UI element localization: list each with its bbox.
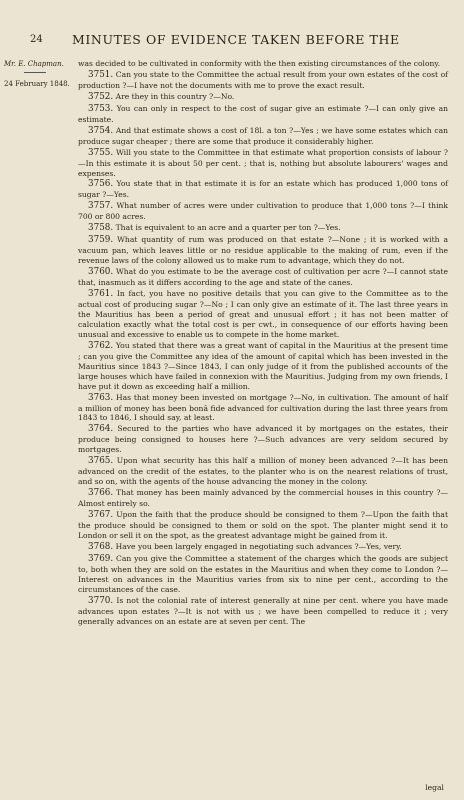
evidence-body (78, 59, 448, 627)
evidence-paragraph (78, 126, 448, 147)
question-text: And that estimate shows a cost of 18l. a ton ?—Yes ; we have some estates which can produce sugar cheaper ; there are some that produce it considerably higher. (78, 125, 449, 146)
question-text: What number of acres were under cultivation to produce that 1,000 tons ?—I think 700 or 800 acres. (78, 201, 448, 222)
question-number: 3755. (88, 147, 114, 158)
question-number: 3757. (88, 201, 114, 212)
question-number: 3752. (88, 91, 114, 102)
question-number: 3762. (88, 340, 114, 351)
evidence-paragraph (78, 554, 448, 595)
question-text: What quantity of rum was produced on that estate ?—None ; it is worked with a vacuum pan, which leaves little or no residue applicable to the making of rum, even if the revenue laws of the colony allowed us to make rum to advantage, which they do not. (78, 235, 448, 266)
evidence-paragraph (78, 201, 448, 222)
question-text: Have you been largely engaged in negotiating such advances ?—Yes, very. (115, 541, 402, 551)
question-number: 3758. (88, 223, 114, 234)
question-text: Will you state to the Committee in that estimate what proportion consists of labour ?—In this estimate it is about 50 per cent. ; that is, nothing but absolute labourers' wages and expenses. (78, 147, 448, 178)
opening-text: was decided to be cultivated in conformity with the then existing circumstances of the colony. (78, 59, 441, 68)
evidence-paragraph (78, 424, 448, 455)
evidence-paragraph (78, 148, 448, 179)
question-text: Can you give the Committee a statement of the charges which the goods are subject to, both when they are sold on the estates in the Mauritius and when they come to London ?—Interest on advances in the Mauritius varies from six to nine per cent., according to the circumstances of the case. (78, 553, 448, 594)
question-number: 3756. (88, 179, 114, 190)
question-text: That is equivalent to an acre and a quarter per ton ?—Yes. (115, 223, 341, 233)
question-number: 3765. (88, 456, 114, 467)
evidence-paragraph (78, 179, 448, 200)
question-number: 3753. (88, 103, 114, 114)
catchword: legal (425, 783, 444, 792)
question-number: 3770. (88, 595, 114, 606)
question-text: What do you estimate to be the average cost of cultivation per acre ?—I cannot state that, inasmuch as it differs according to the age and state of the canes. (78, 267, 448, 288)
evidence-paragraph (78, 456, 448, 487)
page-number: 24 (30, 34, 43, 45)
question-text: Upon the faith that the produce should be consigned to them ?—Upon the faith that the produce should be consigned to them or sold on the spot. The planter might send it to London or sell it on the spot, as the greatest advantage might be gained from it. (78, 510, 448, 540)
evidence-paragraph (78, 393, 448, 424)
question-number: 3769. (88, 553, 114, 564)
evidence-paragraph (78, 542, 448, 553)
question-number: 3766. (88, 488, 114, 499)
question-number: 3767. (88, 510, 114, 521)
question-text: You can only in respect to the cost of sugar give an estimate ?—I can only give an estimate. (78, 103, 448, 124)
margin-witness: Mr. E. Chapman. (4, 60, 64, 68)
evidence-paragraph (78, 70, 448, 91)
question-text: You state that in that estimate it is for an estate which has produced 1,000 tons of sugar ?—Yes. (78, 179, 448, 200)
question-text: Are they in this country ?—No. (115, 91, 235, 101)
question-number: 3760. (88, 267, 114, 278)
evidence-paragraph (78, 488, 448, 509)
question-text: Has that money been invested on mortgage ?—No, in cultivation. The amount of half a million of money has been bonâ fide advanced for cultivation during the last three years from 1843 to 1846, I should say, at least. (78, 392, 448, 423)
question-number: 3759. (88, 235, 114, 246)
evidence-paragraph (78, 104, 448, 125)
question-text: That money has been mainly advanced by the commercial houses in this country ?—Almost entirely so. (78, 488, 448, 509)
question-text: You stated that there was a great want of capital in the Mauritius at the present time ; can you give the Committee any idea of the amount of capital which has been invested in the Mauritius since 1843 ?—Since 1843, I can only judge of it from the published accounts of the large houses which have failed in connexion with the Mauritius. Judging from my own friends, I have put it down as exceeding half a million. (78, 340, 448, 391)
evidence-paragraph (78, 510, 448, 541)
question-text: Secured to the parties who have advanced it by mortgages on the estates, their produce being consigned to houses here ?—Such advances are very seldom secured by mortgages. (78, 424, 448, 455)
question-number: 3751. (88, 69, 114, 80)
question-number: 3761. (88, 289, 114, 300)
question-number: 3754. (88, 125, 114, 136)
evidence-paragraph (78, 267, 448, 288)
question-text: Can you state to the Committee the actual result from your own estates of the cost of production ?—I have not the documents with me to prove the exact result. (78, 69, 448, 90)
evidence-paragraph (78, 341, 448, 392)
evidence-paragraph (78, 235, 448, 266)
question-text: Upon what security has this half a million of money been advanced ?—It has been advanced on the credit of the estates, to the planter who is on the nearest relations of trust, and so on, with the agents of the house advancing the money in the colony. (78, 456, 448, 487)
evidence-paragraph (78, 223, 448, 234)
question-text: In fact, you have no positive details that you can give to the Committee as to the actual cost of producing sugar ?—No ; I can only give an estimate of it. The last three years in the Mauritius has been a period of great and unusual effort ; it has not been matter of calculation exactly what the total cost is per cwt., in consequence of our efforts having been unusual and excessive to enable us to compete in the home market. (78, 289, 448, 339)
evidence-paragraph (78, 289, 448, 340)
evidence-paragraph (78, 596, 448, 627)
evidence-paragraph (78, 92, 448, 103)
margin-date: 24 February 1848. (4, 80, 70, 88)
question-number: 3768. (88, 541, 114, 552)
page-header (0, 34, 464, 50)
question-number: 3764. (88, 424, 114, 435)
question-number: 3763. (88, 392, 114, 403)
margin-rule (24, 72, 46, 73)
question-text: Is not the colonial rate of interest generally at nine per cent. where you have made advances upon estates ?—It is not with us ; we have been compelled to reduce it ; very generally advances on an estate are at seven per cent. The (78, 595, 448, 626)
running-title: MINUTES OF EVIDENCE TAKEN BEFORE THE (72, 32, 400, 47)
